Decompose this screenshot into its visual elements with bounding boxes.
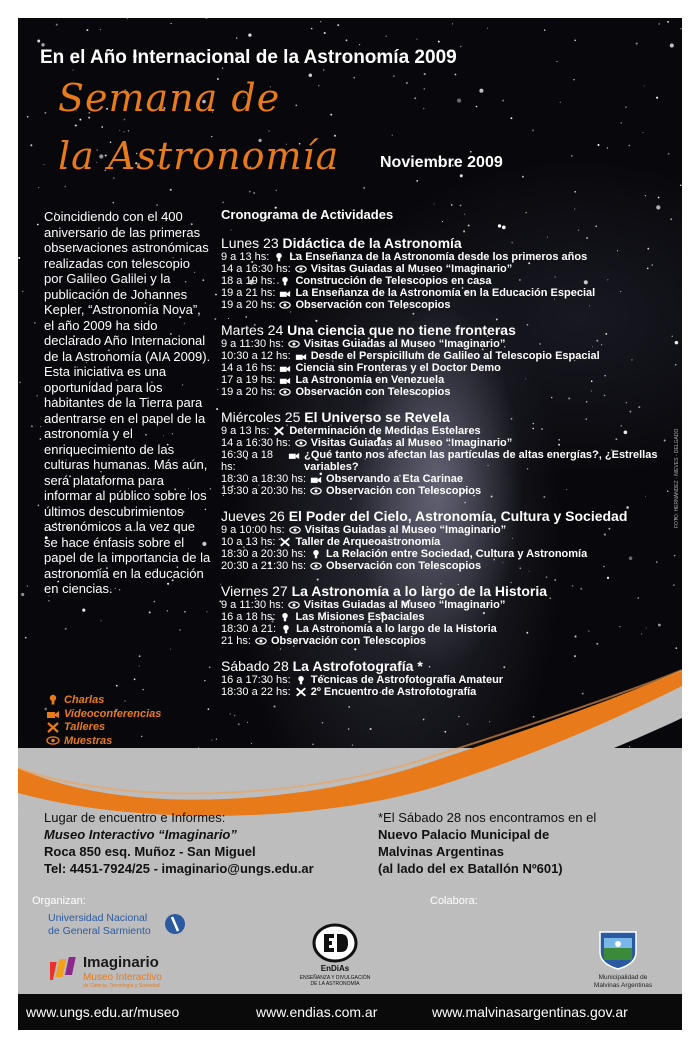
taller-icon	[273, 426, 285, 436]
event-time: 9 a 11:30 hs:	[221, 599, 284, 611]
event-name: La Astronomía a lo largo de la Historia	[296, 623, 497, 635]
charla-icon	[279, 276, 291, 286]
day-theme: Una ciencia que no tiene fronteras	[287, 322, 516, 338]
malvinas-logo	[578, 930, 668, 992]
legend-label: Talleres	[64, 721, 106, 734]
day-theme: La Astrofotografía *	[292, 658, 423, 674]
schedule-event	[221, 287, 676, 299]
event-name: Técnicas de Astrofotografía Amateur	[310, 674, 504, 686]
saturday-note-line4: (al lado del ex Batallón Nº601)	[378, 861, 563, 876]
muestra-icon	[288, 600, 300, 610]
event-name: Visitas Guiadas al Museo “Imaginario”	[310, 437, 513, 449]
organizers-label: Organizan:	[32, 895, 86, 907]
ungs-name-line2: de General Sarmiento	[48, 925, 151, 937]
event-name: Observación con Telescopios	[270, 635, 427, 647]
day-heading	[221, 409, 676, 425]
event-time: 10:30 a 12 hs:	[221, 350, 291, 362]
intro-paragraph: Coincidiendo con el 400 aniversario de las primeras observaciones astronómicas realizadas con telescopio por Galileo Galilei y la publicación de Johannes Kepler, “Astronomía Nova”, el año 2009 ha sido declarado Año Internacional de la Astronomía (AIA 2009). Esta iniciativa es una oportunidad para los habitantes de la Tierra para adentrarse en el papel de la astronomía y el enriquecimiento de las culturas humanas. Más aún, será plataforma para informar al público sobre los últimos descubrimientos astronómicos a la vez que se hace énfasis sobre el papel de la importancia de la astronomía en la educación en ciencias.	[44, 209, 211, 596]
schedule-event	[221, 338, 676, 350]
day-heading	[221, 658, 676, 674]
schedule-event	[221, 275, 676, 287]
day-name: Martes 24	[221, 322, 284, 338]
video-icon	[279, 288, 291, 298]
event-name: Observación con Telescopios	[326, 560, 482, 572]
imaginario-tagline: de Ciencia, Tecnología y Sociedad	[83, 983, 160, 989]
day-name: Lunes 23	[221, 235, 279, 251]
event-time: 9 a 13 hs:	[221, 251, 270, 263]
day-heading	[221, 235, 676, 251]
event-time: 20:30 a 21:30 hs:	[221, 560, 307, 572]
collaborator-label: Colabora:	[430, 895, 478, 907]
url-bar	[18, 994, 682, 1030]
legend-label: Muestras	[64, 734, 113, 747]
day-heading	[221, 583, 676, 599]
event-name: ¿Qué tanto nos afectan las partículas de altas energías?, ¿Estrellas variables?	[304, 449, 658, 473]
muestra-icon	[279, 300, 291, 310]
video-icon	[46, 708, 60, 719]
event-time: 18:30 a 18:30 hs:	[221, 473, 307, 485]
malvinas-name-line1: Municipalidad de	[598, 974, 648, 981]
event-time: 16:30 a 18 hs:	[221, 449, 273, 473]
page-title: En el Año Internacional de la Astronomía 2009	[40, 47, 457, 68]
event-time: 14 a 16:30 hs:	[221, 263, 291, 275]
endias-emblem-icon	[312, 923, 358, 963]
event-title-line1: Semana de	[58, 76, 281, 120]
legend-label: Videoconferencias	[64, 707, 162, 720]
schedule-title: Cronograma de Actividades	[221, 207, 394, 222]
taller-icon	[279, 537, 291, 547]
photo-credit: FOTO: HERNÁNDEZ - NIEVES - DELGADO	[674, 428, 680, 528]
schedule-event	[221, 623, 676, 635]
schedule-event	[221, 611, 676, 623]
event-name: Ciencia sin Fronteras y el Doctor Demo	[295, 362, 501, 374]
imaginario-name: Imaginario	[83, 954, 159, 971]
schedule-event	[221, 425, 676, 437]
ungs-emblem-icon	[164, 912, 186, 936]
imaginario-subtitle: Museo Interactivo	[83, 972, 162, 983]
event-name: Determinación de Medidas Estelares	[289, 425, 481, 437]
event-time: 16 a 17:30 hs:	[221, 674, 291, 686]
saturday-note-line2: Nuevo Palacio Municipal de	[378, 827, 550, 842]
day-name: Viernes 27	[221, 583, 288, 599]
charla-icon	[310, 549, 322, 559]
event-name: Desde el Perspicillum de Galileo al Telescopio Espacial	[310, 350, 600, 362]
charla-icon	[273, 252, 285, 262]
venue-name: Museo Interactivo “Imaginario”	[44, 827, 237, 842]
video-icon	[288, 450, 300, 460]
legend-label: Charlas	[64, 693, 105, 706]
muestra-icon	[288, 339, 300, 349]
muestra-icon	[46, 735, 60, 746]
event-name: Observación con Telescopios	[295, 386, 451, 398]
event-name: La Relación entre Sociedad, Cultura y Astronomía	[326, 548, 588, 560]
ungs-name-line1: Universidad Nacional	[48, 912, 148, 924]
event-name: Visitas Guiadas al Museo “Imaginario”	[303, 599, 506, 611]
legend-item-charlas	[46, 693, 161, 707]
day-theme: El Poder del Cielo, Astronomía, Cultura y Sociedad	[288, 508, 628, 524]
schedule-event	[221, 599, 676, 611]
day-heading	[221, 508, 676, 524]
muestra-icon	[279, 387, 291, 397]
malvinas-shield-icon	[596, 930, 640, 970]
muestra-icon	[289, 525, 301, 535]
endias-sub1: ENSEÑANZA Y DIVULGACIÓN	[299, 975, 371, 981]
muestra-icon	[295, 438, 307, 448]
event-time: 17 a 19 hs:	[221, 374, 276, 386]
event-time: 9 a 13 hs:	[221, 425, 270, 437]
event-time: 18:30 a 20:30 hs:	[221, 548, 307, 560]
day-theme: El Universo se Revela	[304, 409, 450, 425]
event-name: Observando a Eta Carinae	[326, 473, 463, 485]
schedule-event	[221, 251, 676, 263]
event-time: 21 hs:	[221, 635, 251, 647]
venue-address: Roca 850 esq. Muñoz - San Miguel	[44, 844, 256, 859]
charla-icon	[279, 612, 291, 622]
schedule-event	[221, 548, 676, 560]
schedule-day	[221, 235, 676, 311]
event-name: Visitas Guiadas al Museo “Imaginario”	[310, 263, 513, 275]
imaginario-emblem-icon	[50, 956, 78, 982]
event-time: 14 a 16 hs:	[221, 362, 276, 374]
saturday-note-line3: Malvinas Argentinas	[378, 844, 504, 859]
schedule-day	[221, 409, 676, 497]
schedule-event	[221, 263, 676, 275]
event-date: Noviembre 2009	[380, 154, 503, 171]
schedule-event	[221, 299, 676, 311]
video-icon	[279, 363, 291, 373]
schedule-event	[221, 449, 676, 473]
venue-label: Lugar de encuentro e Informes:	[44, 810, 226, 825]
charla-icon	[295, 675, 307, 685]
event-time: 19 a 20 hs:	[221, 386, 276, 398]
schedule-day	[221, 583, 676, 647]
endias-sub2: DE LA ASTRONOMÍA	[310, 981, 360, 987]
url-endias[interactable]: www.endias.com.ar	[256, 1004, 378, 1020]
day-heading	[221, 322, 676, 338]
schedule-event	[221, 473, 676, 485]
schedule-day	[221, 508, 676, 572]
day-name: Miércoles 25	[221, 409, 301, 425]
schedule-event	[221, 386, 676, 398]
schedule-event	[221, 350, 676, 362]
day-name: Jueves 26	[221, 508, 285, 524]
ungs-logo	[48, 908, 188, 940]
event-name: Las Misiones Espaciales	[295, 611, 425, 623]
legend	[46, 693, 161, 748]
endias-name: EnDiAs	[320, 964, 350, 973]
event-time: 19 a 21 hs:	[221, 287, 276, 299]
event-time: 18 a 19 hs:	[221, 275, 276, 287]
day-name: Sábado 28	[221, 658, 289, 674]
event-time: 16 a 18 hs:	[221, 611, 276, 623]
muestra-icon	[310, 486, 322, 496]
charla-icon	[280, 624, 292, 634]
event-time: 9 a 11:30 hs:	[221, 338, 284, 350]
event-name: La Enseñanza de la Astronomía desde los primeros años	[289, 251, 588, 263]
schedule-event	[221, 686, 676, 698]
legend-item-muestras	[46, 734, 161, 748]
imaginario-logo	[50, 953, 200, 993]
day-theme: La Astronomía a lo largo de la Historia	[291, 583, 548, 599]
taller-icon	[295, 687, 307, 697]
video-icon	[310, 474, 322, 484]
event-time: 9 a 10:00 hs:	[221, 524, 285, 536]
schedule-event	[221, 524, 676, 536]
url-malvinas[interactable]: www.malvinasargentinas.gov.ar	[432, 1004, 628, 1020]
malvinas-name-line2: Malvinas Argentinas	[593, 982, 653, 989]
event-time: 19 a 20 hs:	[221, 299, 276, 311]
schedule-event	[221, 437, 676, 449]
url-ungs[interactable]: www.ungs.edu.ar/museo	[26, 1004, 180, 1020]
muestra-icon	[255, 636, 267, 646]
video-icon	[295, 351, 307, 361]
event-time: 18:30 a 22 hs:	[221, 686, 291, 698]
event-name: Observación con Telescopios	[326, 485, 482, 497]
event-time: 10 a 13 hs:	[221, 536, 276, 548]
muestra-icon	[310, 561, 322, 571]
event-title-line2: la Astronomía	[58, 134, 340, 178]
event-name: La Enseñanza de la Astronomía en la Educación Especial	[295, 287, 596, 299]
schedule-event	[221, 635, 676, 647]
muestra-icon	[295, 264, 307, 274]
poster	[18, 18, 682, 1030]
legend-item-videoconferencias	[46, 707, 161, 721]
schedule-event	[221, 374, 676, 386]
schedule-day	[221, 322, 676, 398]
schedule-event	[221, 485, 676, 497]
event-name: Construcción de Telescopios en casa	[295, 275, 492, 287]
schedule-event	[221, 536, 676, 548]
event-name: La Astronomía en Venezuela	[295, 374, 445, 386]
event-name: Observación con Telescopios	[295, 299, 451, 311]
endias-logo	[280, 923, 390, 993]
saturday-note-line1: *El Sábado 28 nos encontramos en el	[378, 810, 597, 825]
event-name: Taller de Arqueoastronomía	[295, 536, 441, 548]
event-name: 2º Encuentro de Astrofotografía	[310, 686, 477, 698]
event-time: 19:30 a 20:30 hs:	[221, 485, 307, 497]
taller-icon	[46, 722, 60, 733]
schedule-day	[221, 658, 676, 698]
video-icon	[279, 375, 291, 385]
schedule-event	[221, 674, 676, 686]
charla-icon	[46, 694, 60, 705]
event-name: Visitas Guiadas al Museo “Imaginario”	[304, 524, 507, 536]
schedule-event	[221, 560, 676, 572]
schedule	[221, 207, 676, 709]
event-name: Visitas Guiadas al Museo “Imaginario”	[303, 338, 506, 350]
event-time: 14 a 16:30 hs:	[221, 437, 291, 449]
event-time: 18:30 a 21:	[221, 623, 277, 635]
venue-contact: Tel: 4451-7924/25 - imaginario@ungs.edu.ar	[44, 861, 314, 876]
day-theme: Didáctica de la Astronomía	[282, 235, 462, 251]
legend-item-talleres	[46, 720, 161, 734]
schedule-event	[221, 362, 676, 374]
